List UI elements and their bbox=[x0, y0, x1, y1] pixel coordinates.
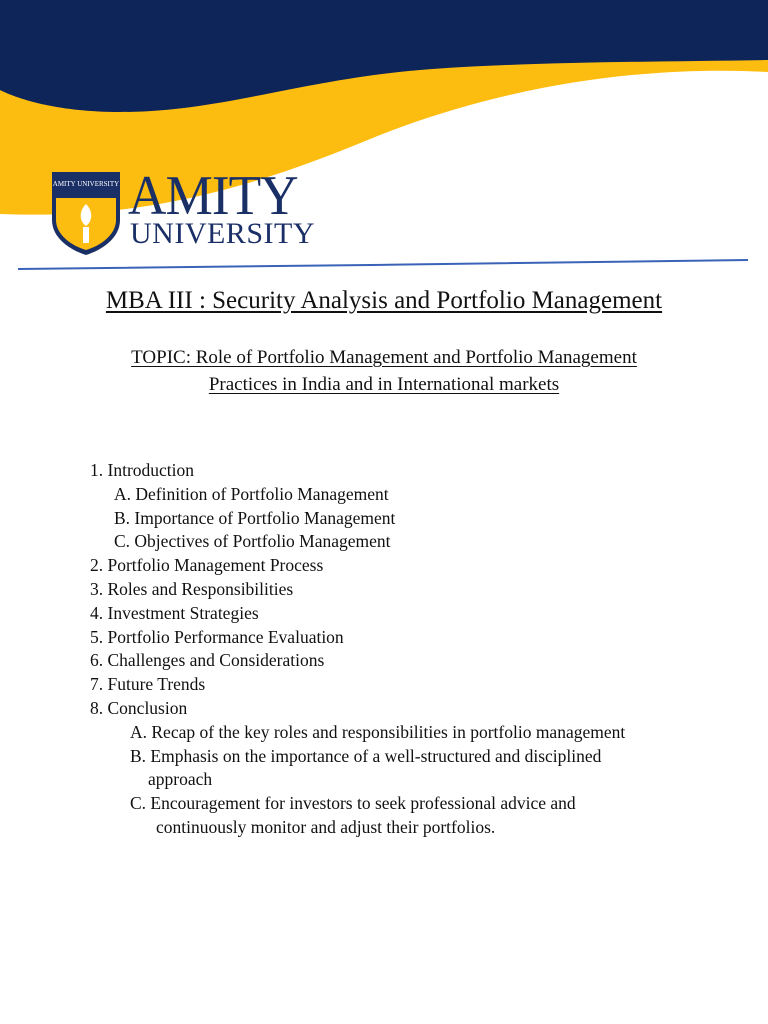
torch-handle bbox=[83, 227, 89, 243]
contents-list bbox=[90, 459, 730, 840]
document-title bbox=[0, 284, 768, 318]
topic-line-2: Practices in India and in International markets bbox=[208, 374, 560, 395]
list-subitem-continuation: continuously monitor and adjust their portfolios. bbox=[156, 816, 496, 837]
document-topic bbox=[60, 344, 708, 398]
list-subitem: C. Objectives of Portfolio Management bbox=[114, 531, 391, 552]
list-item: 3. Roles and Responsibilities bbox=[90, 578, 294, 599]
amity-crest-logo bbox=[50, 170, 122, 256]
list-subitem: B. Importance of Portfolio Management bbox=[114, 507, 396, 528]
topic-line-1: TOPIC: Role of Portfolio Management and Portfolio Management bbox=[131, 347, 637, 368]
list-item-conclusion: 8. Conclusion bbox=[90, 697, 188, 718]
list-item: 5. Portfolio Performance Evaluation bbox=[90, 626, 344, 647]
list-subitem: B. Emphasis on the importance of a well-structured and disciplined bbox=[130, 745, 602, 766]
logo-wordmark-university: UNIVERSITY bbox=[130, 217, 315, 250]
list-item: 7. Future Trends bbox=[90, 674, 206, 695]
list-subitem: A. Definition of Portfolio Management bbox=[114, 483, 389, 504]
list-item-introduction: 1. Introduction bbox=[90, 460, 195, 480]
list-subitem-continuation: approach bbox=[148, 769, 213, 790]
logo-wordmark-amity: AMITY bbox=[128, 165, 298, 227]
header-divider-line bbox=[18, 258, 748, 272]
list-item: 6. Challenges and Considerations bbox=[90, 650, 325, 671]
crest-text: AMITY UNIVERSITY bbox=[52, 180, 120, 188]
list-item: 2. Portfolio Management Process bbox=[90, 555, 324, 576]
document-title-text: MBA III : Security Analysis and Portfolio Management bbox=[105, 287, 663, 314]
list-item: 4. Investment Strategies bbox=[90, 602, 259, 623]
list-subitem: A. Recap of the key roles and responsibilities in portfolio management bbox=[130, 721, 626, 742]
list-subitem: C. Encouragement for investors to seek professional advice and bbox=[130, 793, 576, 814]
